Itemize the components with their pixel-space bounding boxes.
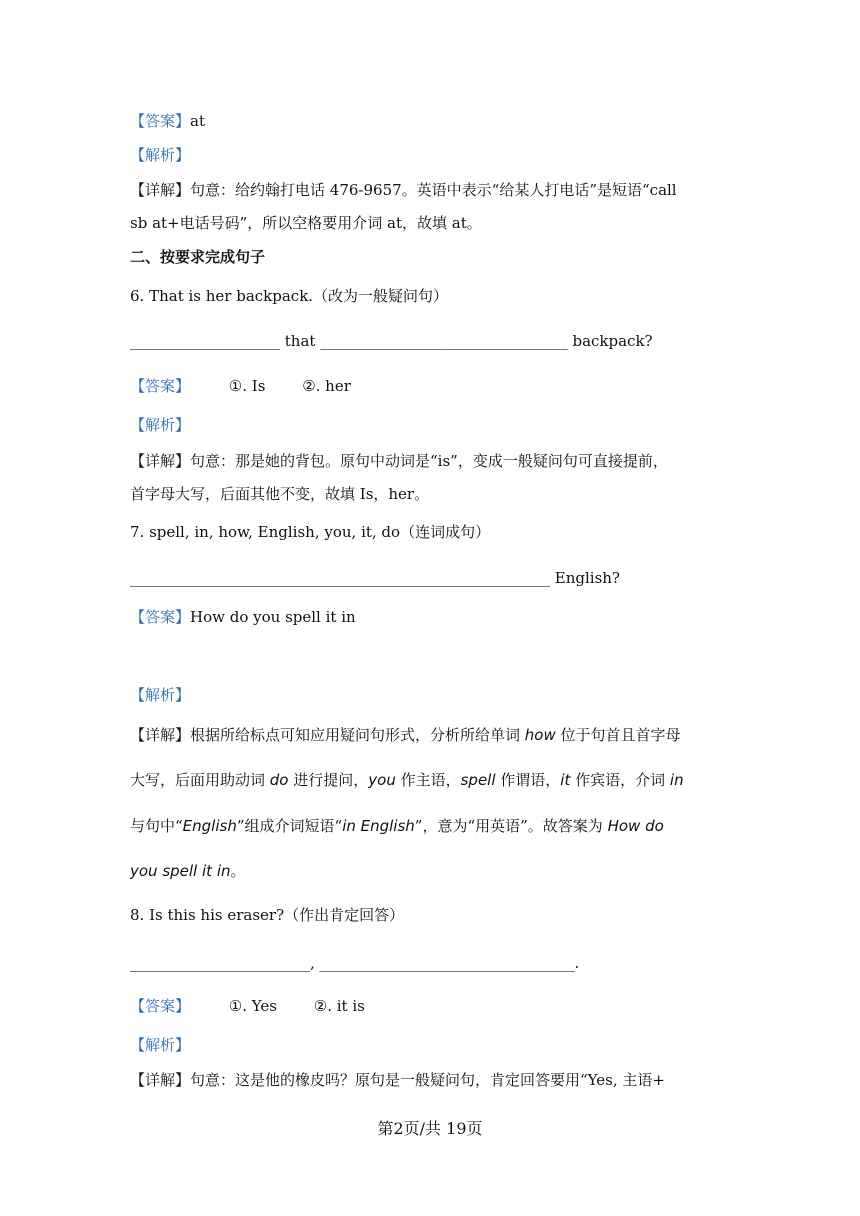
analysis-line [130, 1034, 730, 1056]
analysis-tag: 【解析】 [130, 416, 191, 434]
detail-line [130, 724, 730, 746]
detail-word: how [524, 726, 556, 744]
detail-tag: 【详解】 [130, 726, 191, 744]
detail-text: 首字母大写，后面其他不变，故填 Is，her。 [130, 485, 430, 503]
detail-word: you [368, 771, 396, 789]
question-8: 8. Is this his eraser?（作出肯定回答） [130, 906, 405, 924]
answer-option: ①. Is [228, 377, 266, 395]
detail-text: ”，意为“用英语”。故答案为 [414, 817, 608, 835]
detail-line [130, 450, 730, 472]
detail-line [130, 769, 730, 791]
answer-line [130, 606, 730, 628]
answer-blank: ________________________________________________________ English? [130, 569, 620, 587]
analysis-line [130, 414, 730, 436]
detail-word: English [182, 817, 237, 835]
detail-text: 。 [230, 862, 246, 880]
answer-blank: ____________________ that _________________________________ backpack? [130, 332, 653, 350]
detail-text: 与句中“ [130, 817, 183, 835]
detail-text: 句意：给约翰打电话 476-9657。英语中表示“给某人打电话”是短语“call [190, 181, 677, 199]
detail-text: 句意：那是她的背包。原句中动词是“is”，变成一般疑问句可直接提前， [190, 452, 668, 470]
section-title: 二、按要求完成句子 [130, 248, 266, 266]
detail-line [130, 860, 730, 882]
answer-line [130, 375, 730, 397]
answer-blank: ________________________, __________________________________. [130, 954, 580, 972]
detail-text: sb at+电话号码”，所以空格要用介词 at，故填 at。 [130, 214, 482, 232]
detail-word: in [669, 771, 684, 789]
analysis-tag: 【解析】 [130, 1036, 191, 1054]
detail-line [130, 212, 730, 234]
detail-line [130, 1069, 730, 1091]
answer-option: ①. Yes [228, 997, 277, 1015]
detail-line [130, 815, 730, 837]
question-6: 6. That is her backpack.（改为一般疑问句） [130, 287, 449, 305]
answer-tag: 【答案】 [130, 997, 191, 1015]
detail-text: 句意：这是他的橡皮吗？原句是一般疑问句，肯定回答要用“Yes, 主语+ [190, 1071, 665, 1089]
detail-text: 根据所给标点可知应用疑问句形式，分析所给单词 [190, 726, 525, 744]
detail-tag: 【详解】 [130, 452, 191, 470]
detail-line [130, 483, 730, 505]
detail-text: 大写，后面用助动词 [130, 771, 270, 789]
detail-text: 进行提问， [288, 771, 369, 789]
analysis-line [130, 144, 730, 166]
answer-tag: 【答案】 [130, 608, 191, 626]
detail-text: 作谓语， [495, 771, 561, 789]
answer-tag: 【答案】 [130, 377, 191, 395]
detail-tag: 【详解】 [130, 1071, 191, 1089]
answer-line [130, 995, 730, 1017]
page-number: 第2页/共 19页 [377, 1119, 483, 1138]
detail-word: spell [460, 771, 496, 789]
answer-text: at [190, 112, 205, 130]
analysis-tag: 【解析】 [130, 686, 191, 704]
detail-text: ”组成介词短语“ [236, 817, 343, 835]
answer-option: ②. it is [313, 997, 365, 1015]
detail-word: How do [607, 817, 664, 835]
detail-text: 位于句首且首字母 [555, 726, 681, 744]
detail-tag: 【详解】 [130, 181, 191, 199]
answer-line [130, 110, 730, 132]
detail-text: 作宾语，介词 [570, 771, 670, 789]
detail-word: you spell it in [130, 862, 231, 880]
analysis-tag: 【解析】 [130, 146, 191, 164]
question-7: 7. spell, in, how, English, you, it, do（连词成句） [130, 523, 491, 541]
detail-word: it [560, 771, 571, 789]
detail-text: 作主语， [395, 771, 461, 789]
detail-word: do [269, 771, 289, 789]
answer-tag: 【答案】 [130, 112, 191, 130]
detail-line [130, 179, 730, 201]
detail-word: in English [342, 817, 415, 835]
answer-text: How do you spell it in [190, 608, 356, 626]
analysis-line [130, 684, 730, 706]
answer-option: ②. her [302, 377, 351, 395]
